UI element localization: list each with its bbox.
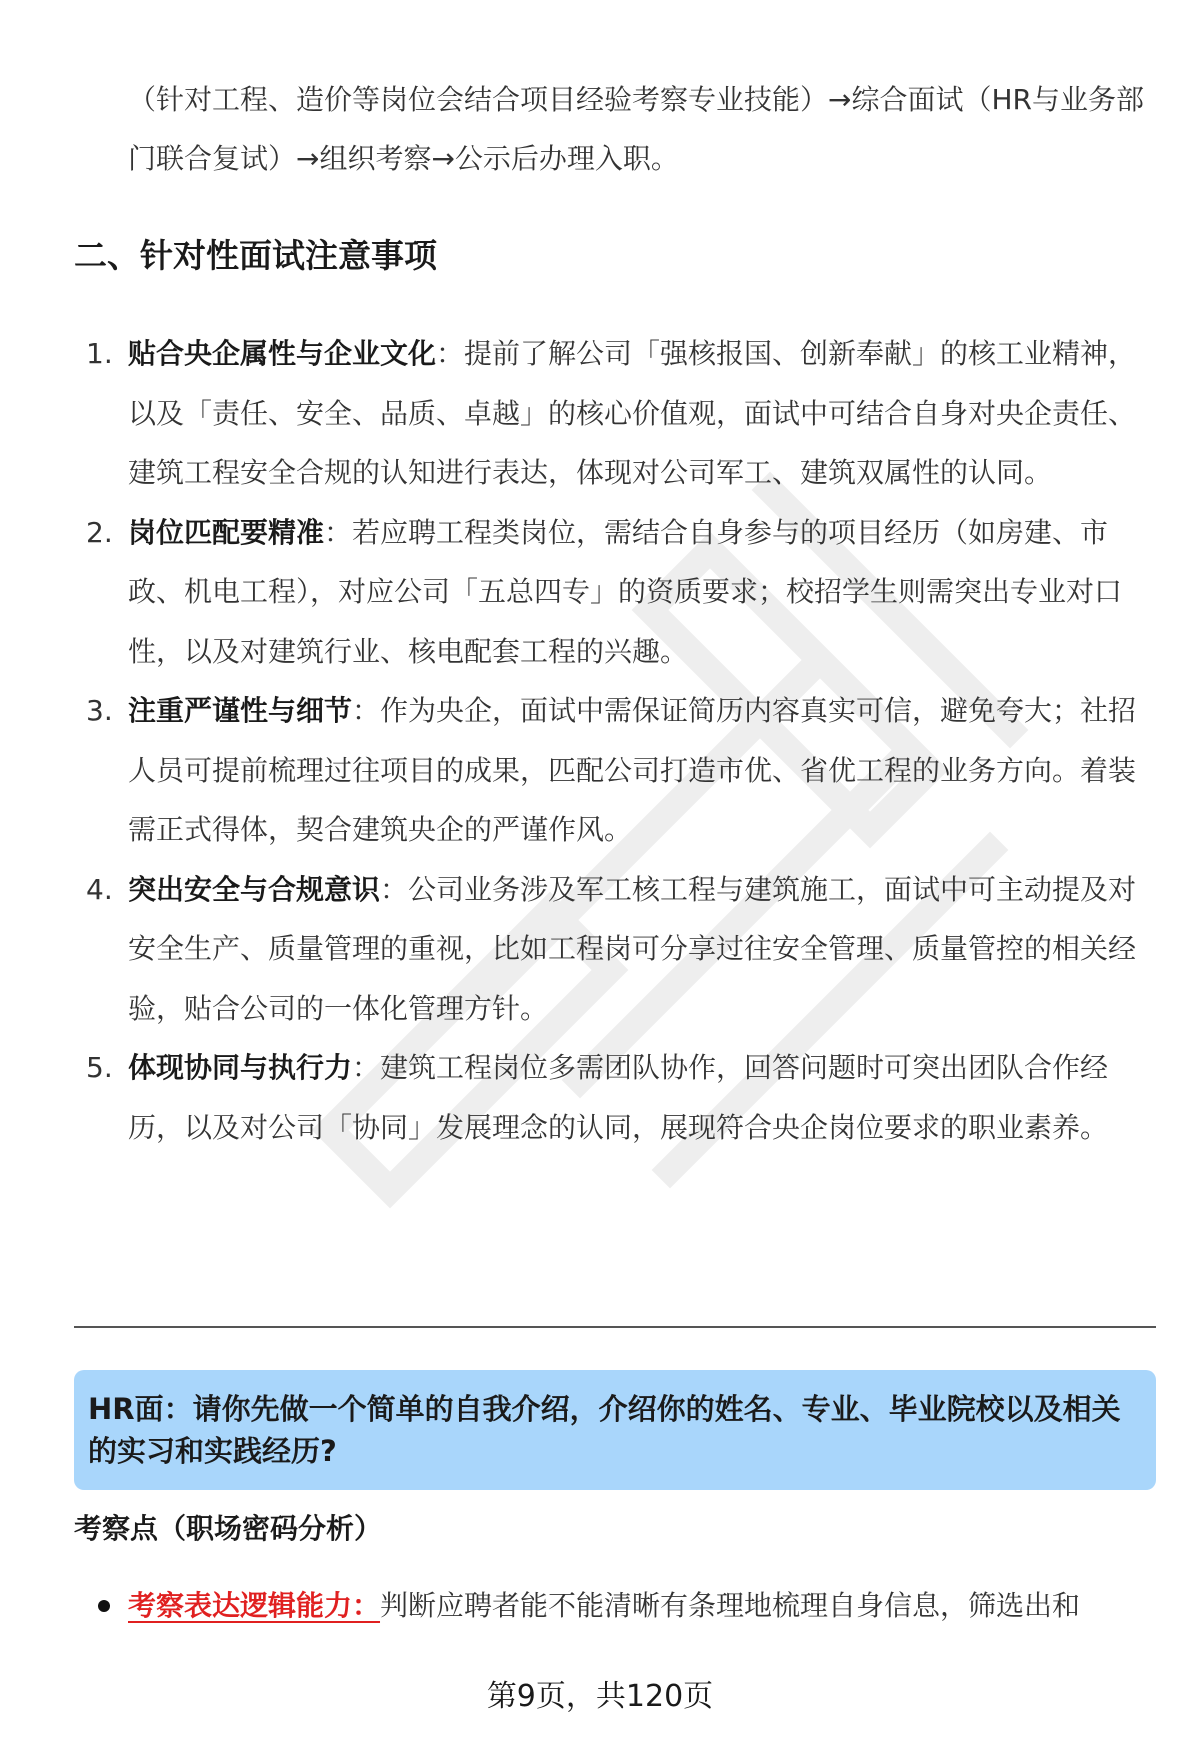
item-text: ：公司业务涉及军工核工程与建筑施工，面试中可主动提及对安全生产、质量管理的重视，比如工程岗可分享过往安全管理、质量管控的相关经验，贴合公司的一体化管理方针。 [128, 872, 1137, 1025]
item-bold-label: 贴合央企属性与企业文化 [128, 337, 437, 370]
analysis-bullet-list [74, 1576, 1156, 1636]
numbered-list [74, 324, 1154, 1157]
list-item [74, 1038, 1154, 1157]
section-heading: 二、针对性面试注意事项 [74, 236, 437, 275]
item-text: ：建筑工程岗位多需团队协作，回答问题时可突出团队合作经历，以及对公司「协同」发展理念的认同，展现符合央企岗位要求的职业素养。 [128, 1051, 1109, 1144]
item-bold-label: 体现协同与执行力 [128, 1051, 353, 1084]
bullet-highlight-label: 考察表达逻辑能力： [128, 1589, 381, 1622]
analysis-heading: 考察点（职场密码分析） [74, 1512, 383, 1545]
list-item [74, 324, 1154, 503]
item-bold-label: 突出安全与合规意识 [128, 872, 381, 906]
intro-paragraph: （针对工程、造价等岗位会结合项目经验考察专业技能）→综合面试（HR与业务部门联合复试）→组织考察→公示后办理入职。 [128, 83, 1144, 175]
item-text: ：若应聘工程类岗位，需结合自身参与的项目经历（如房建、市政、机电工程），对应公司「五总四专」的资质要求；校招学生则需突出专业对口性，以及对建筑行业、核电配套工程的兴趣。 [128, 515, 1123, 668]
item-number: 2. [86, 515, 113, 549]
item-number: 1. [86, 337, 113, 370]
list-item [74, 681, 1154, 860]
item-number: 4. [86, 872, 113, 906]
item-bold-label: 岗位匹配要精准 [128, 515, 325, 549]
list-item [74, 503, 1154, 682]
item-text: ：提前了解公司「强核报国、创新奉献」的核工业精神，以及「责任、安全、品质、卓越」的核心价值观，面试中可结合自身对央企责任、建筑工程安全合规的认知进行表达，体现对公司军工、建筑双属性的认同。 [128, 337, 1137, 489]
question-text: HR面：请你先做一个简单的自我介绍，介绍你的姓名、专业、毕业院校以及相关的实习和实践经历? [88, 1392, 1121, 1468]
question-box [74, 1370, 1156, 1490]
item-number: 5. [86, 1051, 113, 1084]
section-divider [74, 1326, 1156, 1328]
bullet-text: 判断应聘者能不能清晰有条理地梳理自身信息，筛选出和 [380, 1589, 1081, 1622]
page-number: 第9页，共120页 [486, 1679, 714, 1714]
bullet-item [74, 1576, 1156, 1636]
item-text: ：作为央企，面试中需保证简历内容真实可信，避免夸大；社招人员可提前梳理过往项目的成果，匹配公司打造市优、省优工程的业务方向。着装需正式得体，契合建筑央企的严谨作风。 [128, 694, 1137, 846]
list-item [74, 860, 1154, 1039]
bullet-dot-icon [98, 1600, 110, 1612]
item-number: 3. [86, 694, 113, 727]
item-bold-label: 注重严谨性与细节 [128, 694, 353, 727]
